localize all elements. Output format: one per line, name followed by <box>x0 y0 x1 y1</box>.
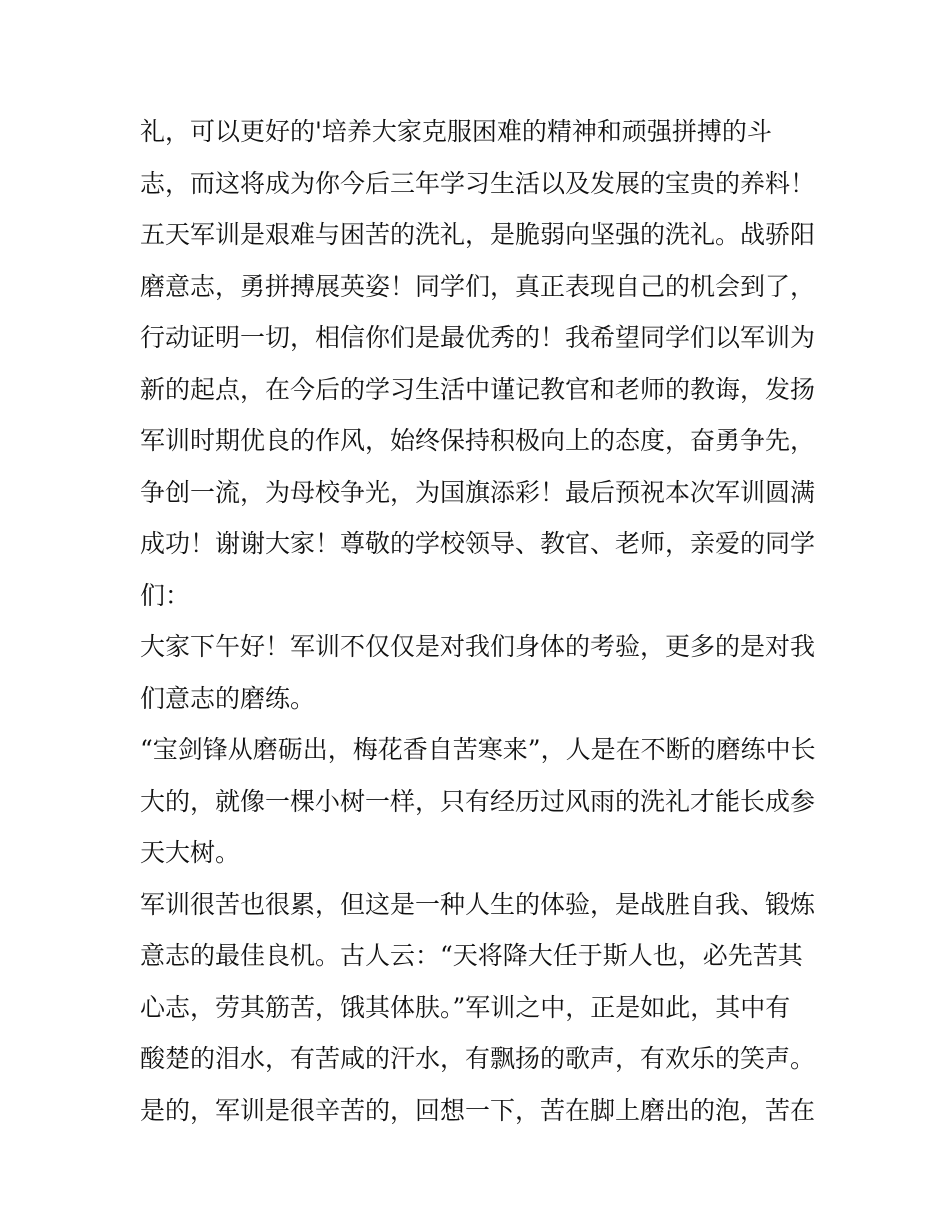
text-line: 军训很苦也很累，但这是一种人生的体验，是战胜自我、锻炼 <box>140 889 816 919</box>
text-line: 礼，可以更好的'培养大家克服困难的精神和顽强拼搏的斗 <box>140 117 772 146</box>
text-line: 心志，劳其筋苦，饿其体肤。”军训之中，正是如此，其中有 <box>140 992 791 1022</box>
text-line: 志，而这将成为你今后三年学习生活以及发展的宝贵的养料！ <box>140 168 816 198</box>
text-line: 意志的最佳良机。古人云：“天将降大任于斯人也，必先苦其 <box>140 941 803 970</box>
text-line: 五天军训是艰难与困苦的洗礼，是脆弱向坚强的洗礼。战骄阳 <box>140 220 816 249</box>
text-line: 们意志的磨练。 <box>140 683 316 713</box>
text-line: 是的，军训是很辛苦的，回想一下，苦在脚上磨出的泡，苦在 <box>140 1095 816 1125</box>
text-line: 天大树。 <box>140 838 241 867</box>
text-line: 军训时期优良的作风，始终保持积极向上的态度，奋勇争先， <box>140 426 816 455</box>
text-line: 争创一流，为母校争光，为国旗添彩！最后预祝本次军训圆满 <box>140 477 816 507</box>
text-line: 磨意志，勇拼搏展英姿！同学们，真正表现自己的机会到了， <box>140 271 816 301</box>
text-line: 们： <box>140 580 191 610</box>
text-line: 大的，就像一棵小树一样，只有经历过风雨的洗礼才能长成参 <box>140 786 816 816</box>
text-line: 成功！谢谢大家！尊敬的学校领导、教官、老师，亲爱的同学 <box>140 529 816 558</box>
text-line: 酸楚的泪水，有苦咸的汗水，有飘扬的歌声，有欢乐的笑声。 <box>140 1044 816 1073</box>
body-text <box>140 106 830 1136</box>
text-line: “宝剑锋从磨砺出，梅花香自苦寒来”，人是在不断的磨练中长 <box>140 735 816 764</box>
text-line: 大家下午好！军训不仅仅是对我们身体的考验，更多的是对我 <box>140 632 816 661</box>
text-line: 新的起点，在今后的学习生活中谨记教官和老师的教诲，发扬 <box>140 374 816 404</box>
text-line: 行动证明一切，相信你们是最优秀的！我希望同学们以军训为 <box>140 323 816 352</box>
